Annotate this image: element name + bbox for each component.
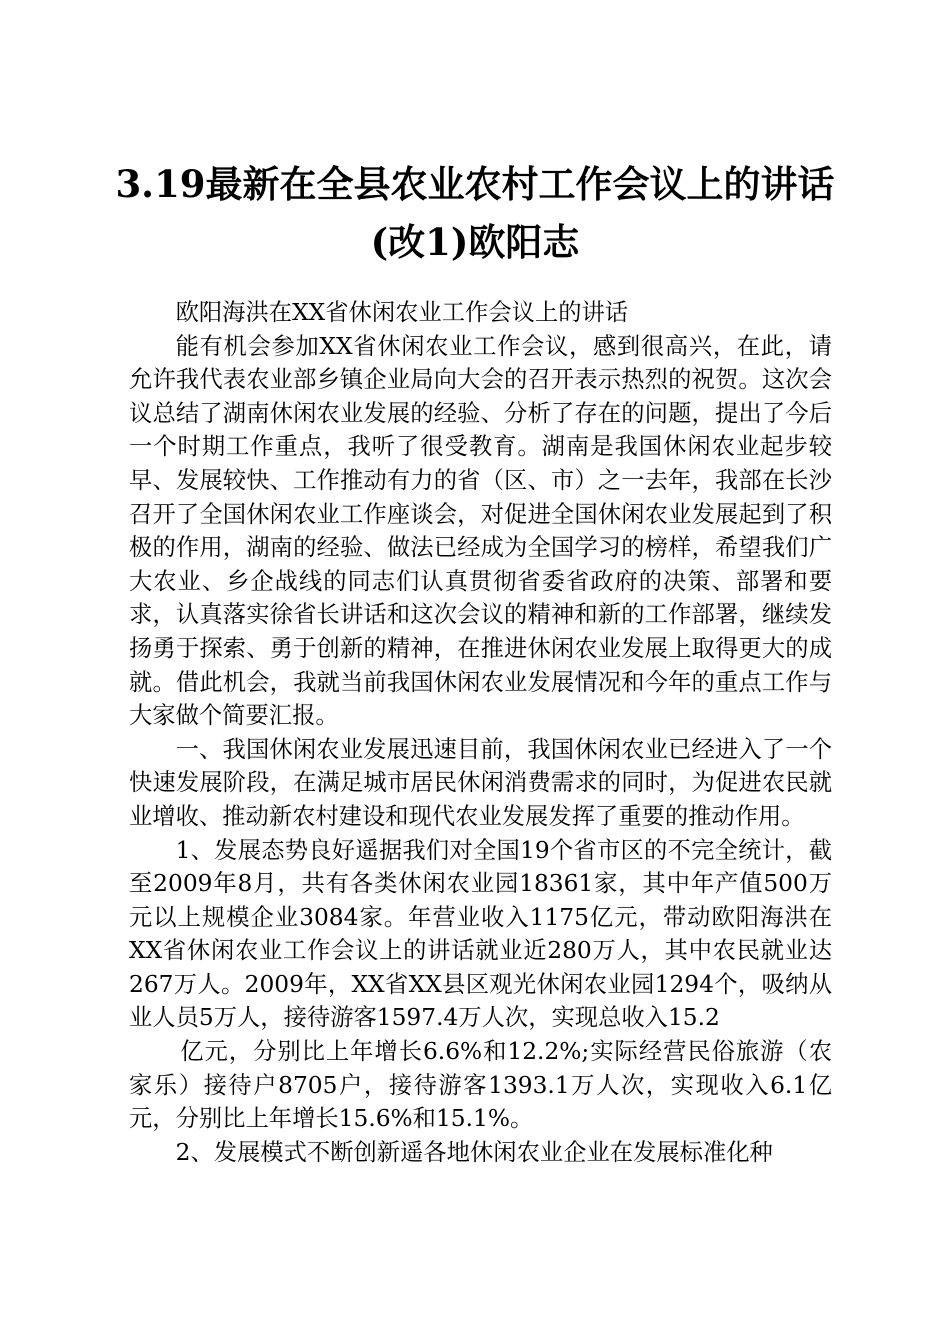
paragraph-development-trend: 1、发展态势良好遥据我们对全国19个省市区的不完全统计，截至2009年8月，共有各类休闲农业园18361家，其中年产值500万元以上规模企业3084家。年营业收入1175亿元，带动欧阳海洪在XX省休闲农业工作会议上的讲话就业近280万人，其中农民就业达267万人。2009年，XX省XX县区观光休闲农业园1294个，吸纳从业人员5万人，接待游客1597.4万人次，实现总收入15.2 xyxy=(129,836,832,1032)
paragraph-speech-heading: 欧阳海洪在XX省休闲农业工作会议上的讲话 xyxy=(175,299,629,326)
document-title-line2: (改1)欧阳志 xyxy=(370,220,580,264)
document-body xyxy=(129,296,832,1169)
document-title-line1: 3.19最新在全县农业农村工作会议上的讲话 xyxy=(115,162,835,206)
paragraph-development-model: 2、发展模式不断创新遥各地休闲农业企业在发展标准化种 xyxy=(175,1138,773,1166)
paragraph-opening: 能有机会参加XX省休闲农业工作会议，感到很高兴，在此，请允许我代表农业部乡镇企业局向大会的召开表示热烈的祝贺。这次会议总结了湖南休闲农业发展的经验、分析了存在的问题，提出了今后一个时期工作重点，我听了很受教育。湖南是我国休闲农业起步较早、发展较快、工作推动有力的省（区、市）之一去年，我部在长沙召开了全国休闲农业工作座谈会，对促进全国休闲农业发展起到了积极的作用，湖南的经验、做法已经成为全国学习的榜样，希望我们广大农业、乡企战线的同志们认真贯彻省委省政府的决策、部署和要求，认真落实徐省长讲话和这次会议的精神和新的工作部署，继续发扬勇于探索、勇于创新的精神，在推进休闲农业发展上取得更大的成就。借此机会，我就当前我国休闲农业发展情况和今年的重点工作与大家做个简要汇报。 xyxy=(129,332,832,730)
paragraph-growth-figures: 亿元，分别比上年增长6.6%和12.2%;实际经营民俗旅游（农家乐）接待户8705户，接待游客1393.1万人次，实现收入6.1亿元，分别比上年增长15.6%和15.1%。 xyxy=(129,1038,832,1133)
paragraph-section-one: 一、我国休闲农业发展迅速目前，我国休闲农业已经进入了一个快速发展阶段，在满足城市居民休闲消费需求的同时，为促进农民就业增收、推动新农村建设和现代农业发展发挥了重要的推动作用。 xyxy=(129,735,832,830)
